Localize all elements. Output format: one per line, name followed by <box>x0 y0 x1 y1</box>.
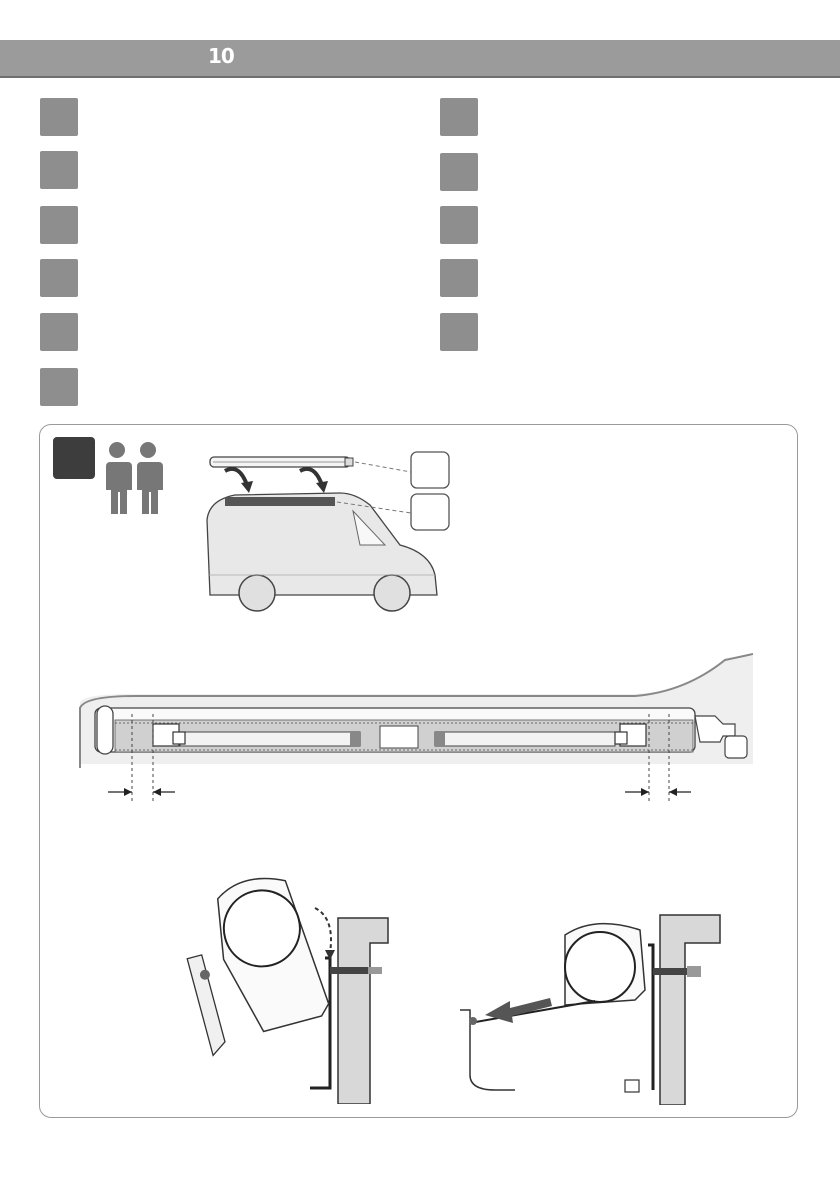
header-bar <box>0 40 840 78</box>
step-box-1 <box>40 98 78 136</box>
step-box-2 <box>40 151 78 189</box>
step-box-10 <box>440 259 478 297</box>
step-box-7 <box>440 98 478 136</box>
step-box-3 <box>40 206 78 244</box>
mounting-section-right <box>455 905 725 1105</box>
section-number: 10 <box>208 44 234 68</box>
step-box-11 <box>440 313 478 351</box>
step-box-4 <box>40 259 78 297</box>
step-box-5 <box>40 313 78 351</box>
awning-cassette-detail <box>75 652 755 812</box>
two-persons-icon <box>100 440 166 516</box>
active-step-box <box>53 437 95 479</box>
van-illustration <box>195 445 460 615</box>
step-box-8 <box>440 153 478 191</box>
mounting-section-left <box>170 868 400 1104</box>
awning-illustration <box>210 457 353 467</box>
step-box-6 <box>40 368 78 406</box>
step-box-9 <box>440 206 478 244</box>
